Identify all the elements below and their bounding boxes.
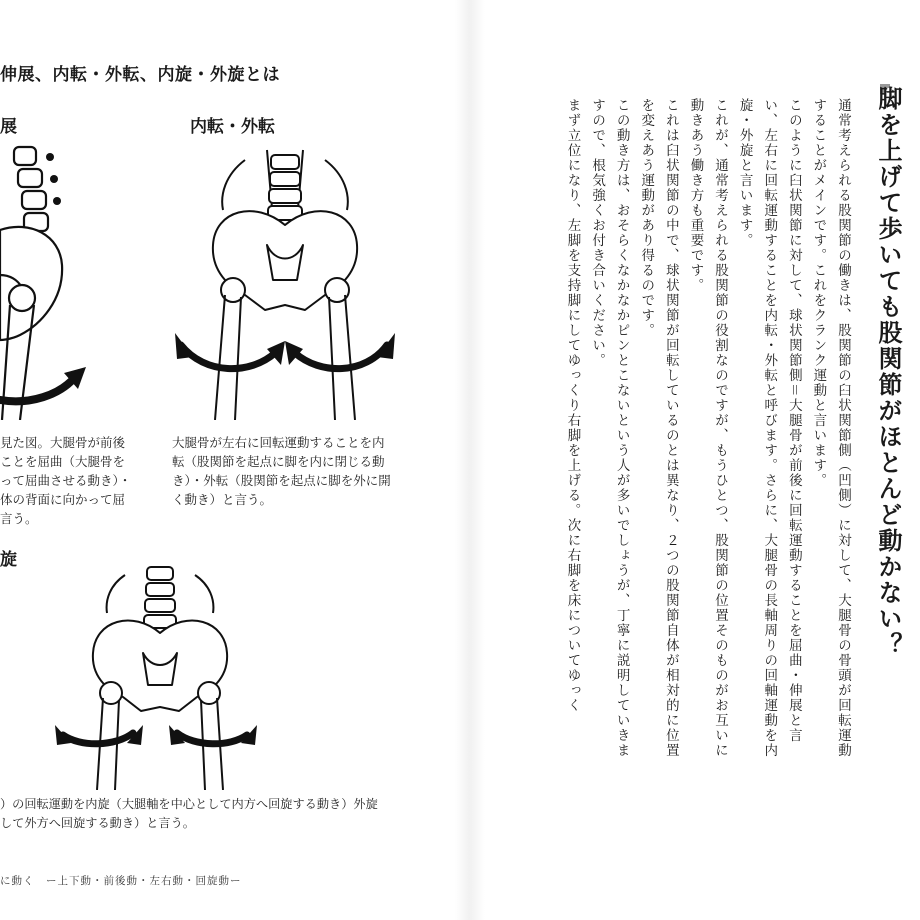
- section-title: 伸展、内転・外転、内旋・外旋とは: [0, 65, 280, 85]
- arrow-right-curve: [295, 345, 387, 369]
- arrow-rotation-right: [177, 733, 247, 744]
- paragraph: 通常考えられる股関節の働きは、股関節の臼状関節側（凹側）に対して、大腿骨の骨頭が回転運動することがメインです。これをクランク運動と言います。: [810, 98, 851, 758]
- paragraph: これが、通常考えられる股関節の役割なのですが、もうひとつ、股関節の位置そのものがお互いに動きあう働き方も重要です。: [687, 98, 729, 758]
- subheading-adduction-abduction: 内転・外転: [190, 117, 275, 137]
- caption-line: 体の背面に向かって屈: [0, 492, 126, 507]
- paragraph: これは臼状関節の中で、球状関節が回転しているのとは異なり、２つの股関節自体が相対的に位置を変えあう運動があり得るのです。: [638, 98, 679, 758]
- vertebra: [145, 599, 175, 612]
- femoral-head: [9, 285, 35, 311]
- arrow-left-head-out: [175, 333, 193, 359]
- figure-adduction-abduction: [175, 145, 395, 420]
- arrow-right-head-out: [377, 333, 395, 359]
- caption-line: 見た図。大腿骨が前後: [0, 435, 126, 450]
- figure-rotation: [55, 565, 265, 790]
- caption-line: く動き）と言う。: [172, 492, 273, 507]
- figure-flexion-extension: [0, 135, 115, 420]
- page-gutter: [455, 0, 485, 920]
- caption-rotation: [0, 795, 445, 833]
- caption-line: 言う。: [0, 511, 38, 526]
- vertebra: [147, 567, 173, 580]
- article-body: [535, 98, 855, 758]
- caption-line: 大腿骨が左右に回転運動することを内: [172, 435, 385, 450]
- running-footer: に動く ー上下動・前後動・左右動・回旋動ー: [0, 875, 242, 887]
- vertebra: [22, 191, 46, 209]
- arrow-curve: [0, 377, 75, 401]
- vertebra: [270, 172, 300, 186]
- femur-right: [329, 295, 355, 420]
- paragraph: このように臼状関節に対して、球状関節側＝大腿骨が前後に回転運動することを屈曲・伸展と言い、左右に回転運動することを内転・外転と呼びます。さらに、大腿骨の長軸周りの回軸運動を内旋・外旋と言います。: [736, 98, 802, 758]
- caption-flexion-extension: [0, 433, 150, 528]
- vertebra: [269, 189, 301, 203]
- subheading-rotation: 旋: [0, 550, 17, 570]
- paragraph: この動き方は、おそらくなかなかピンとこないという人が多いでしょうが、丁寧に説明していきますので、根気強くお付き合いください。: [589, 98, 630, 758]
- femur-left: [215, 295, 241, 420]
- arrow-left-curve: [181, 345, 275, 369]
- caption-line: 転（股関節を起点に脚を内に閉じる動: [172, 454, 385, 469]
- arrow-rotation-left: [63, 733, 133, 744]
- vertebra: [146, 583, 174, 596]
- caption-adduction-abduction: [172, 433, 412, 509]
- caption-line: き）・外転（股関節を起点に脚を外に開: [172, 473, 391, 488]
- vertebra: [14, 147, 36, 165]
- article-title: 脚を上げて歩いても股関節がほとんど動かない？: [874, 86, 902, 658]
- paragraph: まず立位になり、左脚を支持脚にしてゆっくり右脚を上げる。次に右脚を床についてゆっく: [564, 98, 581, 713]
- caption-line: ）の回転運動を内旋（大腿軸を中心として内方へ回旋する動き）外旋: [0, 797, 378, 811]
- vertebra: [271, 155, 299, 169]
- vertebra: [18, 169, 42, 187]
- subheading-flexion-extension: 展: [0, 117, 17, 137]
- caption-line: ことを屈曲（大腿骨を: [0, 454, 126, 469]
- caption-line: して外方へ回旋する動き）と言う。: [0, 816, 195, 830]
- caption-line: って屈曲させる動き）・: [0, 473, 132, 488]
